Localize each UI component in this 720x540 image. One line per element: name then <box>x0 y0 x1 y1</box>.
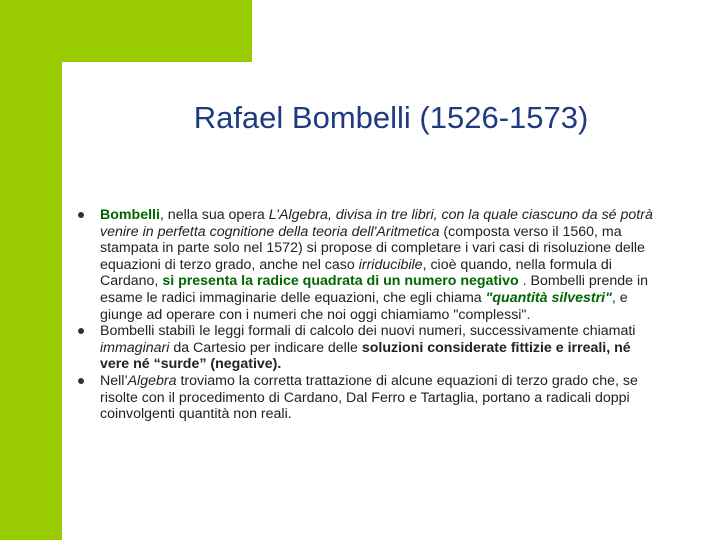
key-phrase: si presenta la radice quadrata di un numero negativo <box>162 273 519 290</box>
bullet-item-bombelli-algebra <box>78 207 660 323</box>
bullet-item-formal-laws <box>78 323 660 373</box>
bullet-dot-icon <box>78 328 84 334</box>
text-segment: , cioè quando, nella formula di Cardano, <box>100 256 612 290</box>
bullet-list <box>78 207 660 423</box>
italic-term: irriducibile <box>358 256 423 273</box>
text-segment: , nella sua opera <box>159 207 269 223</box>
text-segment: da Cartesio per indicare delle <box>169 339 362 356</box>
text-segment: , e giunge ad operare con i numeri che noi oggi chiamiamo "complessi". <box>100 289 628 323</box>
bullet-dot-icon <box>78 212 84 218</box>
accent-bar-left <box>0 0 62 540</box>
text-segment: Bombelli stabilì le leggi formali di calcolo dei nuovi numeri, successivamente chiamati <box>100 323 636 340</box>
slide-title: Rafael Bombelli (1526-1573) <box>193 100 589 135</box>
bullet-dot-icon <box>78 378 84 384</box>
key-phrase: soluzioni considerate fittizie e irreali, né vere né “surde” (negative). <box>100 339 631 373</box>
text-segment: Nell’ <box>100 372 128 389</box>
quantita-silvestri: "quantità silvestri" <box>485 289 612 306</box>
book-title: L’Algebra, divisa in tre libri, con la quale ciascuno da sé potrà venire in perfetta cognitione della teoria dell'Aritmetica <box>100 207 653 240</box>
bullet-item-third-degree <box>78 373 660 423</box>
italic-term: immaginari <box>100 339 170 356</box>
italic-term: Algebra <box>127 372 177 389</box>
text-segment: troviamo la corretta trattazione di alcune equazioni di terzo grado che, se risolte con il procedimento di Cardano, Dal Ferro e Tartaglia, portano a radicali doppi coinvolgenti quantità non reali. <box>100 372 638 423</box>
text-segment: . Bombelli prende in esame le radici immaginarie delle equazioni, che egli chiama <box>100 273 649 306</box>
text-segment: (composta verso il 1560, ma stampata in parte solo nel 1572) si propose di completare i vari casi di risoluzione delle equazioni di terzo grado, anche nel caso <box>100 223 645 273</box>
name-highlight: Bombelli <box>100 207 160 223</box>
